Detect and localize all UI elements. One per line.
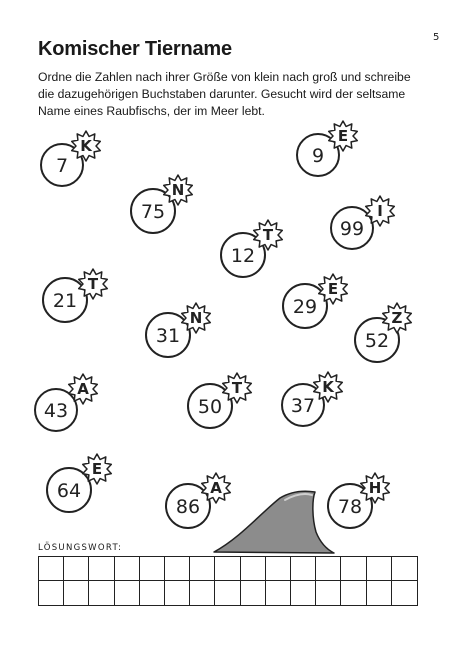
answer-cell[interactable] xyxy=(367,557,392,581)
bubble-number: 9 xyxy=(311,145,325,167)
answer-cell[interactable] xyxy=(140,581,165,605)
bubble-letter: H xyxy=(368,479,382,497)
number-bubble xyxy=(188,373,251,428)
answer-cell[interactable] xyxy=(266,557,291,581)
answer-cell[interactable] xyxy=(367,581,392,605)
answer-cell[interactable] xyxy=(341,557,366,581)
answer-cell[interactable] xyxy=(190,581,215,605)
answer-cell[interactable] xyxy=(291,557,316,581)
answer-cell[interactable] xyxy=(341,581,366,605)
number-bubble xyxy=(297,121,357,176)
number-bubble xyxy=(328,473,389,528)
number-bubble xyxy=(282,372,342,426)
solution-grid xyxy=(38,556,418,606)
number-bubble xyxy=(166,473,230,528)
number-bubble xyxy=(43,269,107,322)
bubble-letter: E xyxy=(337,127,349,145)
page-number: 5 xyxy=(433,32,440,43)
bubble-number: 78 xyxy=(337,496,363,518)
answer-cell[interactable] xyxy=(392,581,417,605)
bubble-number: 99 xyxy=(339,218,365,240)
number-bubble xyxy=(47,454,111,512)
answer-cell[interactable] xyxy=(115,581,140,605)
answer-cell[interactable] xyxy=(190,557,215,581)
answer-cell[interactable] xyxy=(241,581,266,605)
number-bubble xyxy=(355,303,411,362)
answer-cell[interactable] xyxy=(140,557,165,581)
bubble-number: 12 xyxy=(230,245,256,267)
bubble-number: 29 xyxy=(292,296,318,318)
bubble-number: 7 xyxy=(55,155,69,177)
answer-cell[interactable] xyxy=(115,557,140,581)
page-title: Komischer Tiername xyxy=(38,38,232,60)
answer-cell[interactable] xyxy=(165,557,190,581)
answer-cell[interactable] xyxy=(241,557,266,581)
bubble-number: 31 xyxy=(155,325,181,347)
bubble-letter: T xyxy=(231,379,243,397)
answer-cell[interactable] xyxy=(64,581,89,605)
bubble-letter: N xyxy=(189,309,203,327)
number-bubble xyxy=(41,131,100,186)
answer-cell[interactable] xyxy=(215,557,240,581)
bubble-letter: K xyxy=(322,378,334,396)
number-bubble xyxy=(35,374,97,431)
instructions: Ordne die Zahlen nach ihrer Größe von klein nach groß und schreibe die dazugehörigen Buchstaben darunter. Gesucht wird der seltsame Name eines Raubfischs, der im Meer lebt. xyxy=(38,70,411,118)
answer-cell[interactable] xyxy=(39,581,64,605)
number-bubble xyxy=(221,220,282,277)
bubble-letter: I xyxy=(377,202,383,220)
bubble-letter: Z xyxy=(391,309,403,327)
bubble-letter: A xyxy=(77,380,89,398)
bubble-number: 37 xyxy=(290,395,316,417)
number-bubble xyxy=(331,196,394,249)
answer-cell[interactable] xyxy=(215,581,240,605)
answer-cell[interactable] xyxy=(316,581,341,605)
number-bubble xyxy=(146,303,210,357)
answer-cell[interactable] xyxy=(165,581,190,605)
answer-cell[interactable] xyxy=(89,557,114,581)
answer-cell[interactable] xyxy=(392,557,417,581)
answer-cell[interactable] xyxy=(266,581,291,605)
bubble-letter: A xyxy=(210,479,222,497)
answer-cell[interactable] xyxy=(64,557,89,581)
bubble-letter: N xyxy=(171,181,185,199)
bubble-number: 64 xyxy=(56,480,82,502)
bubble-number: 52 xyxy=(364,330,390,352)
bubble-number: 43 xyxy=(43,400,69,422)
solution-label: LÖSUNGSWORT: xyxy=(38,543,123,553)
bubble-number: 86 xyxy=(175,496,201,518)
answer-cell[interactable] xyxy=(291,581,316,605)
answer-cell[interactable] xyxy=(39,557,64,581)
answer-cell[interactable] xyxy=(316,557,341,581)
answer-cell[interactable] xyxy=(89,581,114,605)
bubble-number: 75 xyxy=(140,201,166,223)
shark-fin xyxy=(214,491,334,553)
bubble-letter: E xyxy=(91,460,103,478)
bubble-letter: T xyxy=(262,226,274,244)
bubble-number: 50 xyxy=(197,396,223,418)
bubble-letter: T xyxy=(87,275,99,293)
bubble-letter: K xyxy=(80,137,92,155)
bubble-number: 21 xyxy=(52,290,78,312)
number-bubble xyxy=(131,175,192,233)
number-bubble xyxy=(283,274,347,328)
bubble-letter: E xyxy=(327,280,339,298)
